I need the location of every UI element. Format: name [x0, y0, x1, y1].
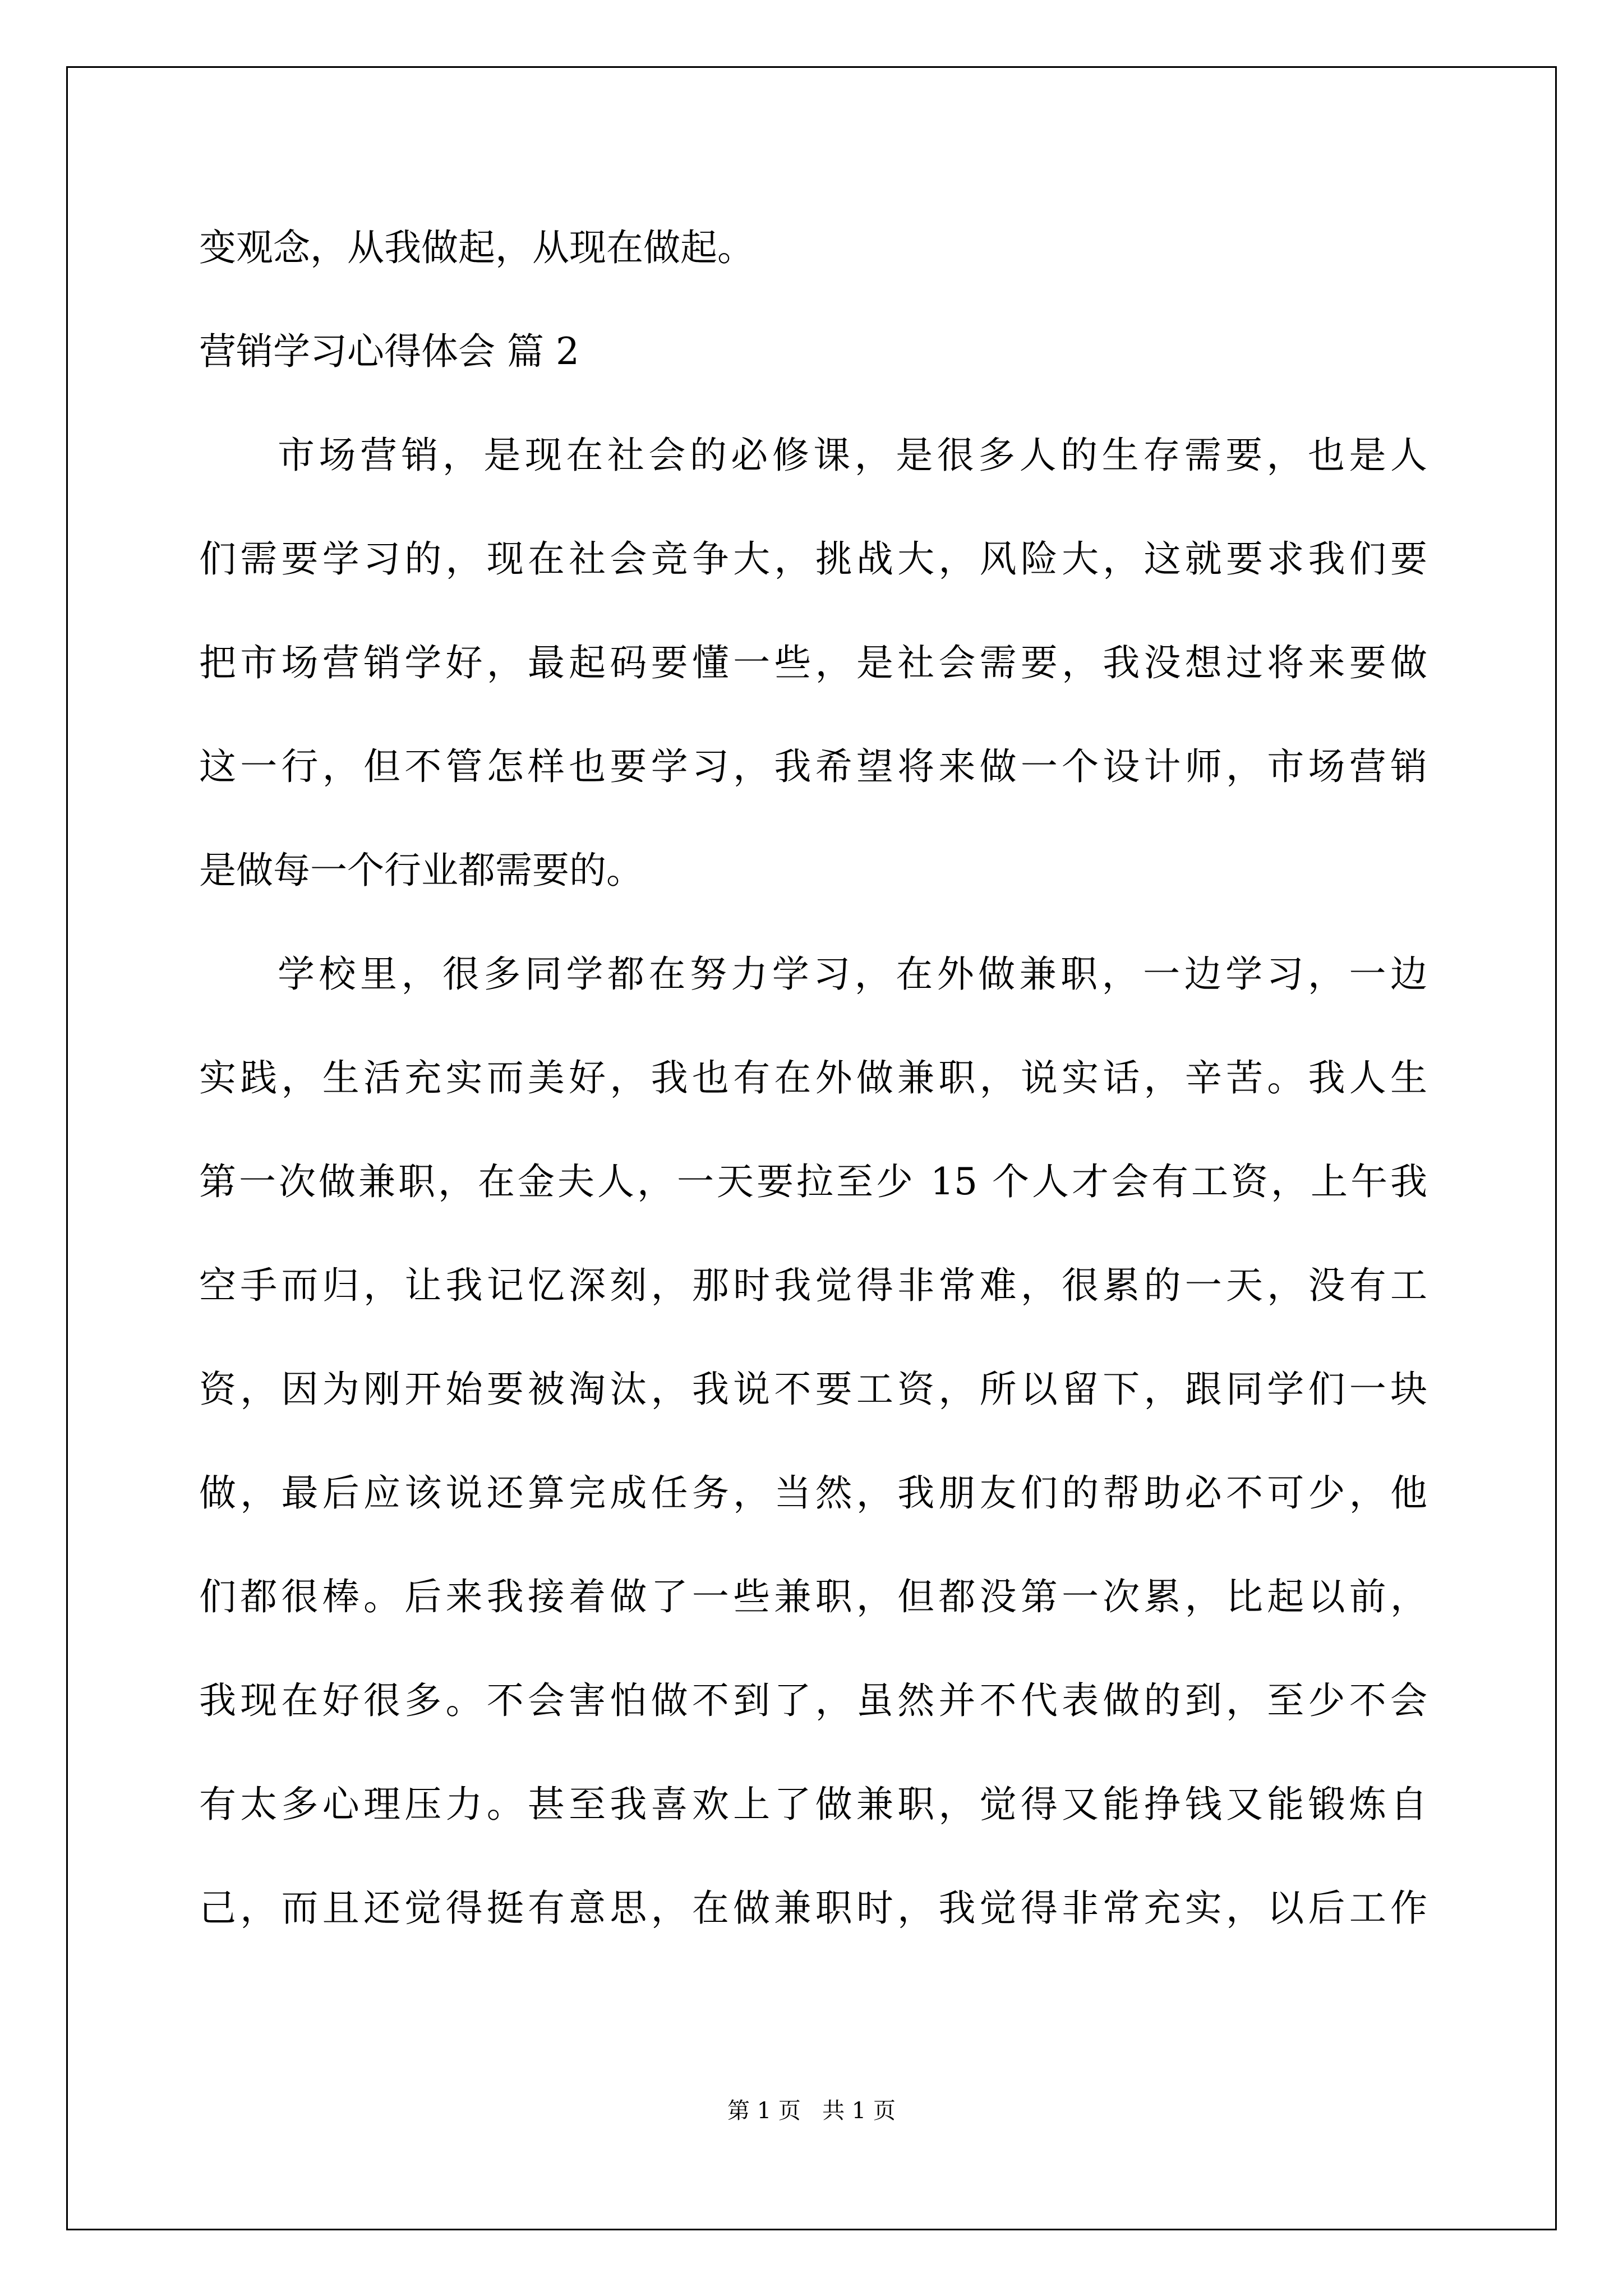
- paragraph-line: 市场营销，是现在社会的必修课，是很多人的生存需要，也是人: [278, 434, 1427, 477]
- document-body: [199, 222, 1427, 1986]
- paragraph-line: 们都很棒。后来我接着做了一些兼职，但都没第一次累，比起以前，: [199, 1575, 1427, 1618]
- paragraph-line: 资，因为刚开始要被淘汰，我说不要工资，所以留下，跟同学们一块: [199, 1368, 1427, 1411]
- section-heading: 营销学习心得体会 篇 2: [199, 330, 579, 373]
- paragraph-line: 第一次做兼职，在金夫人，一天要拉至少 15 个人才会有工资，上午我: [199, 1160, 1427, 1203]
- paragraph-line: 们需要学习的，现在社会竞争大，挑战大，风险大，这就要求我们要: [199, 537, 1427, 581]
- paragraph-line: 把市场营销学好，最起码要懂一些，是社会需要，我没想过将来要做: [199, 641, 1427, 684]
- paragraph-line: 空手而归，让我记忆深刻，那时我觉得非常难，很累的一天，没有工: [199, 1264, 1427, 1307]
- paragraph-line: 实践，生活充实而美好，我也有在外做兼职，说实话，辛苦。我人生: [199, 1056, 1427, 1099]
- paragraph-line: 我现在好很多。不会害怕做不到了，虽然并不代表做的到，至少不会: [199, 1679, 1427, 1722]
- paragraph-line: 是做每一个行业都需要的。: [199, 849, 643, 892]
- paragraph-line: 这一行，但不管怎样也要学习，我希望将来做一个设计师，市场营销: [199, 745, 1427, 788]
- paragraph-line: 变观念，从我做起，从现在做起。: [199, 226, 754, 269]
- paragraph-line: 有太多心理压力。甚至我喜欢上了做兼职，觉得又能挣钱又能锻炼自: [199, 1783, 1427, 1826]
- paragraph-line: 学校里，很多同学都在努力学习，在外做兼职，一边学习，一边: [278, 953, 1427, 996]
- paragraph-line: 己，而且还觉得挺有意思，在做兼职时，我觉得非常充实，以后工作: [199, 1887, 1427, 1930]
- page-number-footer: 第 1 页 共 1 页: [727, 2098, 896, 2124]
- paragraph-line: 做，最后应该说还算完成任务，当然，我朋友们的帮助必不可少，他: [199, 1471, 1427, 1515]
